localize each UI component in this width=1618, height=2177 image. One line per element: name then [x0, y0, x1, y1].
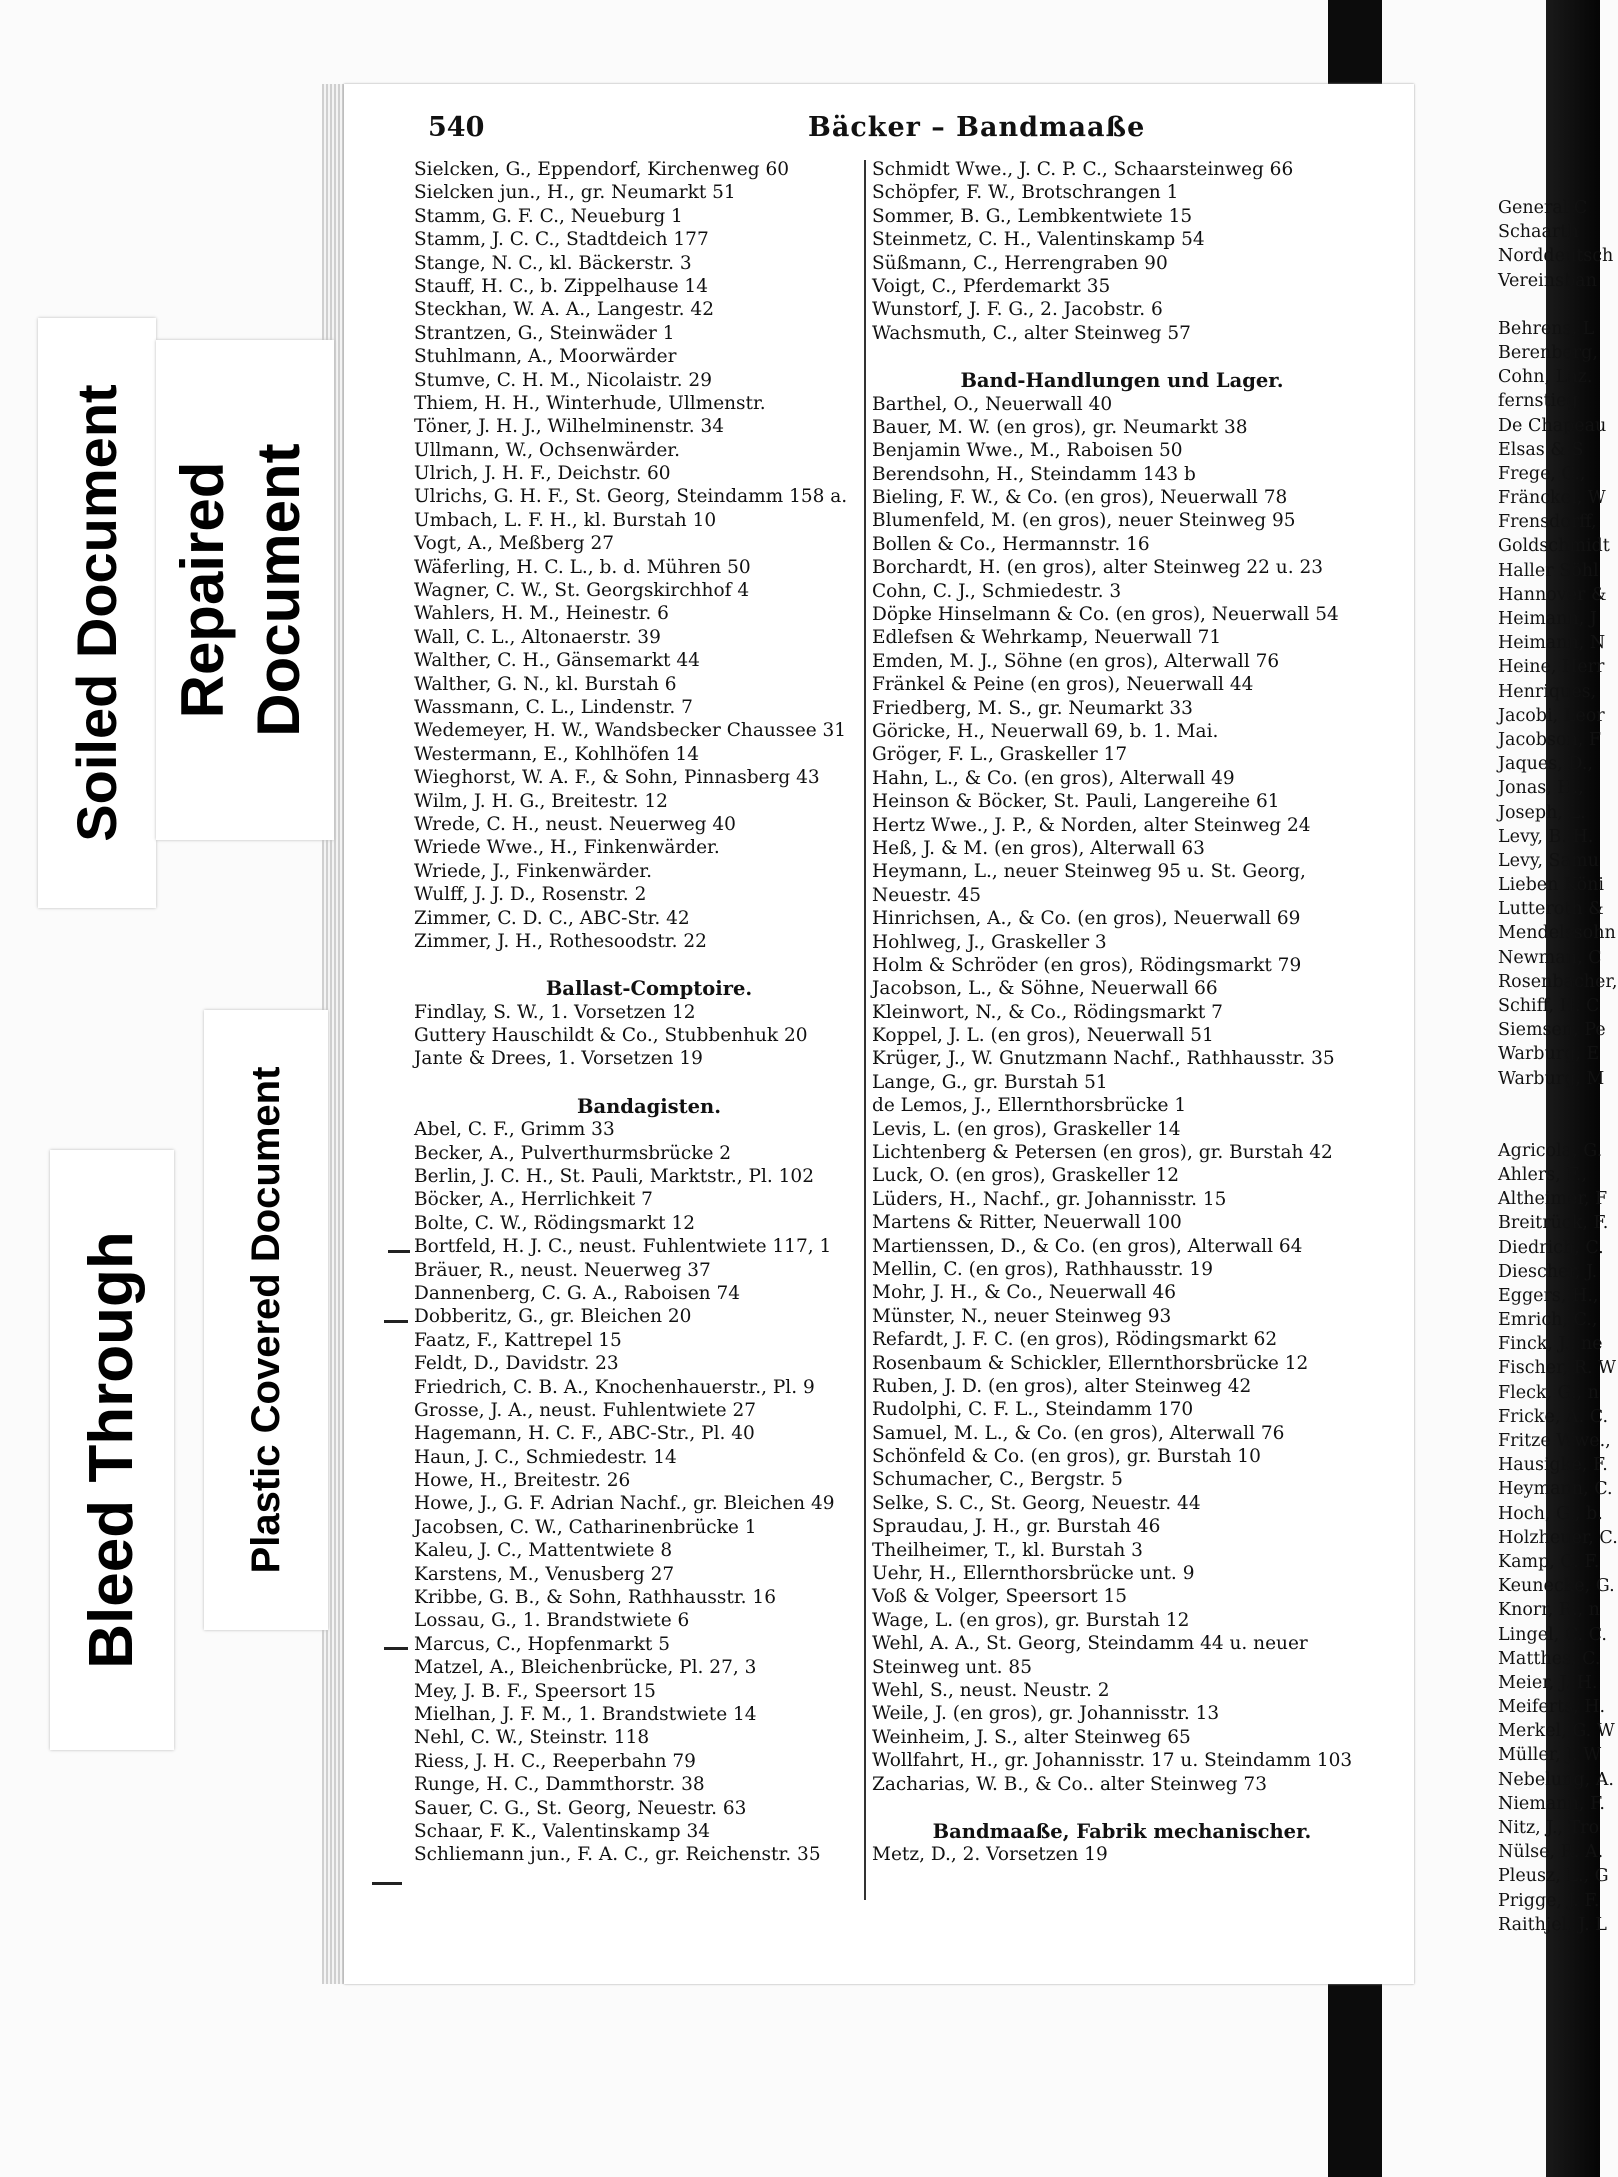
directory-entry: Münster, N., neuer Steinweg 93 [872, 1305, 1172, 1327]
neighbor-entry: Warburg, E [1498, 1044, 1600, 1065]
directory-entry: Böcker, A., Herrlichkeit 7 [414, 1189, 653, 1211]
directory-entry: Jante & Drees, 1. Vorsetzen 19 [414, 1048, 703, 1070]
directory-entry: Zacharias, W. B., & Co.. alter Steinweg 73 [872, 1773, 1267, 1795]
directory-entry: Schönfeld & Co. (en gros), gr. Burstah 10 [872, 1446, 1261, 1468]
directory-entry: Mohr, J. H., & Co., Neuerwall 46 [872, 1282, 1177, 1304]
neighbor-entry: Fricke, A. C. [1498, 1406, 1609, 1427]
directory-entry: Wehl, S., neust. Neustr. 2 [872, 1680, 1110, 1701]
directory-entry: de Lemos, J., Ellernthorsbrücke 1 [872, 1095, 1187, 1117]
directory-entry: Stumve, C. H. M., Nicolaistr. 29 [414, 369, 712, 391]
neighbor-entry: Heimann, N [1498, 633, 1606, 654]
neighbor-entry: Agricola, G. [1498, 1140, 1603, 1161]
directory-entry: Dobberitz, G., gr. Bleichen 20 [414, 1306, 692, 1328]
neighbor-entry: Hoch, G., b. [1498, 1503, 1603, 1524]
directory-entry: Dannenberg, C. G. A., Raboisen 74 [414, 1282, 740, 1304]
directory-entry: Schmidt Wwe., J. C. P. C., Schaarsteinweg 66 [872, 159, 1294, 180]
neighbor-entry: Eggers, H., [1498, 1285, 1599, 1306]
directory-entry: Schliemann jun., F. A. C., gr. Reichenstr. 35 [414, 1844, 821, 1866]
directory-entry: Zimmer, C. D. C., ABC-Str. 42 [414, 907, 690, 929]
neighbor-entry: Hannover & [1498, 584, 1607, 605]
directory-entry: Thiem, H. H., Winterhude, Ullmenstr. [414, 392, 766, 414]
repaired-label [156, 340, 334, 840]
directory-entry: Rudolphi, C. F. L., Steindamm 170 [872, 1399, 1194, 1421]
directory-entry: Sommer, B. G., Lembkentwiete 15 [872, 205, 1193, 227]
directory-entry: Krüger, J., W. Gnutzmann Nachf., Rathhausstr. 35 [872, 1048, 1335, 1070]
directory-entry: Wagner, C. W., St. Georgskirchhof 4 [414, 580, 750, 602]
directory-entry: Kribbe, G. B., & Sohn, Rathhausstr. 16 [414, 1587, 776, 1609]
directory-entry: Abel, C. F., Grimm 33 [414, 1119, 615, 1141]
section-heading: Bandmaaße, Fabrik mechanischer. [932, 1819, 1312, 1843]
neighbor-entry: Ahlers, F., [1498, 1164, 1587, 1185]
neighbor-entry: Schaarth [1498, 222, 1579, 243]
neighbor-entry: Cohn, Laz. [1498, 367, 1593, 388]
plastic-label-text: Plastic Covered Document [244, 1066, 288, 1574]
directory-entry: Nehl, C. W., Steinstr. 118 [414, 1727, 650, 1749]
neighbor-entry: Prigge, J. F. [1498, 1890, 1600, 1911]
directory-entry: Ullmann, W., Ochsenwärder. [414, 439, 681, 461]
neighbor-entry: Warburg, M [1498, 1068, 1605, 1089]
neighbor-entry: Frensdorff, [1498, 512, 1597, 533]
neighbor-entry: Niemann, F. [1498, 1793, 1605, 1814]
margin-mark [372, 1882, 402, 1885]
directory-entry: Benjamin Wwe., M., Raboisen 50 [872, 440, 1183, 462]
neighbor-entry: Behrens, L [1498, 318, 1595, 339]
directory-entry: Mielhan, J. F. M., 1. Brandstwiete 14 [414, 1704, 757, 1725]
neighbor-entry: Jacobi, Leor [1498, 705, 1605, 726]
directory-entry: Friedberg, M. S., gr. Neumarkt 33 [872, 697, 1193, 719]
directory-entry: Blumenfeld, M. (en gros), neuer Steinweg 95 [872, 510, 1296, 532]
neighbor-entry: Heine, Herr [1498, 657, 1605, 678]
page-title: Bäcker – Bandmaaße [808, 112, 1146, 143]
directory-entry: Wriede Wwe., H., Finkenwärder. [414, 837, 720, 859]
directory-entry: Voigt, C., Pferdemarkt 35 [872, 275, 1111, 297]
directory-entry: Jacobson, L., & Söhne, Neuerwall 66 [872, 978, 1218, 1000]
directory-entry: Barthel, O., Neuerwall 40 [872, 393, 1113, 415]
directory-entry: Borchardt, H. (en gros), alter Steinweg 22 u. 23 [872, 557, 1324, 579]
directory-entry: Refardt, J. F. C. (en gros), Rödingsmarkt 62 [872, 1329, 1278, 1351]
directory-entry: Weile, J. (en gros), gr. Johannisstr. 13 [872, 1703, 1220, 1725]
neighbor-entry: Mendelssohn [1498, 923, 1616, 944]
neighbor-entry: Joseph, L. [1498, 802, 1586, 823]
directory-entry: Sauer, C. G., St. Georg, Neuestr. 63 [414, 1797, 747, 1819]
directory-entry: Riess, J. H. C., Reeperbahn 79 [414, 1750, 696, 1772]
directory-entry: Lichtenberg & Petersen (en gros), gr. Burstah 42 [872, 1142, 1333, 1164]
directory-entry: Stange, N. C., kl. Bäckerstr. 3 [414, 252, 692, 274]
directory-entry: Kaleu, J. C., Mattentwiete 8 [414, 1540, 673, 1562]
directory-entry: Howe, H., Breitestr. 26 [414, 1470, 631, 1492]
directory-entry: Zimmer, J. H., Rothesoodstr. 22 [414, 930, 707, 952]
neighbor-entry: Fritze Wwe., [1498, 1431, 1611, 1451]
neighbor-entry: Frege, C., [1498, 463, 1586, 484]
directory-entry: Wachsmuth, C., alter Steinweg 57 [872, 322, 1191, 344]
bleed-label [50, 1150, 174, 1750]
directory-entry: Levis, L. (en gros), Graskeller 14 [872, 1118, 1181, 1140]
neighbor-entry: Lieben Köni [1498, 875, 1604, 896]
directory-entry: Wassmann, C. L., Lindenstr. 7 [414, 696, 693, 718]
plastic-label [204, 1010, 328, 1630]
directory-entry: Wahlers, H. M., Heinestr. 6 [414, 603, 669, 625]
neighbor-entry: Levy, B. H. [1498, 826, 1594, 847]
neighbor-entry: Fleck, G., n [1498, 1382, 1599, 1403]
directory-entry: Bieling, F. W., & Co. (en gros), Neuerwall 78 [872, 487, 1288, 509]
directory-entry: Koppel, J. L. (en gros), Neuerwall 51 [872, 1025, 1214, 1047]
neighbor-entry: Fischer, R. W [1498, 1358, 1617, 1379]
neighbor-entry: Lingel, C. C. [1498, 1624, 1607, 1645]
section-gap [872, 345, 1372, 361]
directory-entry: Wedemeyer, H. W., Wandsbecker Chaussee 31 [414, 720, 847, 742]
neighbor-entry: Jonas, H., [1498, 778, 1584, 799]
neighbor-entry: Holzheuer, C. [1498, 1527, 1618, 1548]
section-gap [1498, 1115, 1600, 1139]
directory-entry: Wehl, A. A., St. Georg, Steindamm 44 u. neuer [872, 1633, 1308, 1655]
directory-entry: Guttery Hauschildt & Co., Stubbenhuk 20 [414, 1025, 808, 1047]
neighbor-entry: Henriques, [1498, 681, 1597, 702]
directory-entry: Schumacher, C., Bergstr. 5 [872, 1469, 1123, 1491]
directory-entry: Lossau, G., 1. Brandstwiete 6 [414, 1610, 690, 1632]
directory-entry: Holm & Schröder (en gros), Rödingsmarkt 79 [872, 954, 1302, 976]
directory-entry: Wieghorst, W. A. F., & Sohn, Pinnasberg 43 [414, 767, 820, 789]
directory-entry: Feldt, D., Davidstr. 23 [414, 1353, 619, 1375]
directory-entry: Bollen & Co., Hermannstr. 16 [872, 533, 1150, 555]
neighbor-entry: Newman, C [1498, 947, 1602, 968]
directory-entry: Neuestr. 45 [872, 884, 982, 906]
directory-entry: Steinmetz, C. H., Valentinskamp 54 [872, 229, 1205, 251]
neighbor-entry: Müller, J. W [1498, 1745, 1602, 1766]
margin-mark [388, 1250, 410, 1253]
directory-entry: Wage, L. (en gros), gr. Burstah 12 [872, 1609, 1190, 1631]
directory-entry: Wäferling, H. C. L., b. d. Mühren 50 [414, 556, 751, 578]
directory-entry: Ulrichs, G. H. F., St. Georg, Steindamm 158 a. [414, 486, 848, 508]
section-heading: Band-Handlungen und Lager. [960, 369, 1284, 393]
directory-entry: Emden, M. J., Söhne (en gros), Alterwall 76 [872, 650, 1280, 672]
neighbor-entry: Raithjel, J. L [1498, 1914, 1607, 1935]
directory-entry: Rosenbaum & Schickler, Ellernthorsbrücke 12 [872, 1352, 1309, 1374]
directory-entry: Faatz, F., Kattrepel 15 [414, 1329, 622, 1351]
directory-entry: Umbach, L. F. H., kl. Burstah 10 [414, 509, 717, 531]
neighbor-entry: De Chapeau [1498, 415, 1607, 436]
directory-entry: Uehr, H., Ellernthorsbrücke unt. 9 [872, 1563, 1195, 1585]
neighbor-entry: Jaques, D., [1498, 754, 1593, 775]
directory-entry: Gröger, F. L., Graskeller 17 [872, 744, 1128, 766]
margin-mark [384, 1647, 408, 1650]
neighbor-entry: Emrich, C., [1498, 1310, 1598, 1331]
directory-entry: Hahn, L., & Co. (en gros), Alterwall 49 [872, 767, 1235, 789]
section-heading: Ballast-Comptoire. [545, 977, 753, 1001]
directory-entry: Luck, O. (en gros), Graskeller 12 [872, 1165, 1179, 1187]
directory-entry: Heß, J. & M. (en gros), Alterwall 63 [872, 837, 1205, 859]
neighbor-entry: Siemsen, Pe [1498, 1020, 1606, 1041]
directory-entry: Wrede, C. H., neust. Neuerweg 40 [414, 813, 736, 835]
directory-entry: Walther, G. N., kl. Burstah 6 [414, 673, 677, 695]
directory-entry: Fränkel & Peine (en gros), Neuerwall 44 [872, 674, 1254, 696]
section-gap [1498, 293, 1600, 317]
page-number: 540 [428, 112, 485, 143]
directory-entry: Schöpfer, F. W., Brotschrangen 1 [872, 182, 1179, 204]
directory-entry: Döpke Hinselmann & Co. (en gros), Neuerwall 54 [872, 604, 1339, 626]
neighbor-entry: Meier, J. H. [1498, 1672, 1598, 1693]
neighbor-entry: Norddeutsch [1498, 246, 1614, 267]
neighbor-entry: Pleusz, L., G [1498, 1866, 1609, 1887]
neighbor-entry: Finck, J., ne [1498, 1334, 1603, 1355]
directory-entry: Hagemann, H. C. F., ABC-Str., Pl. 40 [414, 1423, 755, 1445]
directory-entry: Süßmann, C., Herrengraben 90 [872, 252, 1168, 274]
directory-entry: Theilheimer, T., kl. Burstah 3 [872, 1539, 1143, 1561]
neighbor-page-column [1498, 196, 1618, 1937]
neighbor-entry: Meiferts, H. [1498, 1697, 1606, 1718]
directory-entry: Steckhan, W. A. A., Langestr. 42 [414, 299, 714, 321]
directory-entry: Martens & Ritter, Neuerwall 100 [872, 1212, 1182, 1234]
neighbor-entry: Haller Söhl [1498, 560, 1599, 581]
directory-entry: Haun, J. C., Schmiedestr. 14 [414, 1446, 677, 1468]
neighbor-entry: Rosenbacher, [1498, 971, 1618, 992]
neighbor-entry: Berenberg, [1498, 342, 1598, 363]
directory-entry: Sielcken, G., Eppendorf, Kirchenweg 60 [414, 159, 790, 180]
directory-entry: Göricke, H., Neuerwall 69, b. 1. Mai. [872, 720, 1219, 742]
directory-entry: Friedrich, C. B. A., Knochenhauerstr., Pl. 9 [414, 1376, 815, 1398]
directory-entry: Hinrichsen, A., & Co. (en gros), Neuerwall 69 [872, 908, 1301, 930]
neighbor-entry: Lutteroth & [1498, 899, 1604, 920]
directory-entry: Ulrich, J. H. F., Deichstr. 60 [414, 463, 671, 485]
directory-entry: Bortfeld, H. J. C., neust. Fuhlentwiete 117, 1 [414, 1236, 832, 1258]
neighbor-entry: Nebelung, A. [1498, 1769, 1614, 1790]
directory-entry: Stamm, G. F. C., Neueburg 1 [414, 205, 683, 227]
directory-entry: Metz, D., 2. Vorsetzen 19 [872, 1844, 1108, 1866]
margin-mark [384, 1320, 408, 1323]
directory-entry: Bräuer, R., neust. Neuerweg 37 [414, 1259, 711, 1281]
directory-entry: Karstens, M., Venusberg 27 [414, 1563, 675, 1585]
neighbor-entry: Heimann, J [1498, 609, 1597, 629]
neighbor-entry: Kamp, C. F. [1498, 1551, 1600, 1572]
directory-entry: Steinweg unt. 85 [872, 1656, 1032, 1678]
right-column [872, 158, 1372, 1867]
directory-entry: Mellin, C. (en gros), Rathhausstr. 19 [872, 1258, 1213, 1280]
neighbor-entry: Merkel, G. W [1498, 1721, 1615, 1742]
directory-entry: Matzel, A., Bleichenbrücke, Pl. 27, 3 [414, 1657, 757, 1679]
section-gap [414, 1071, 884, 1087]
directory-entry: Mey, J. B. F., Speersort 15 [414, 1680, 656, 1702]
neighbor-entry: Schiff, H. C [1498, 996, 1600, 1016]
section-heading: Bandagisten. [577, 1094, 721, 1118]
directory-entry: Samuel, M. L., & Co. (en gros), Alterwall 76 [872, 1422, 1285, 1444]
directory-entry: Cohn, C. J., Schmiedestr. 3 [872, 580, 1122, 602]
directory-entry: Martienssen, D., & Co. (en gros), Alterwall 64 [872, 1235, 1303, 1257]
directory-entry: Selke, S. C., St. Georg, Neuestr. 44 [872, 1492, 1201, 1514]
directory-entry: Berendsohn, H., Steindamm 143 b [872, 463, 1196, 485]
neighbor-entry: Nitz, J., Tro [1498, 1818, 1600, 1838]
directory-entry: Stauff, H. C., b. Zippelhause 14 [414, 275, 708, 297]
directory-entry: Marcus, C., Hopfenmarkt 5 [414, 1633, 671, 1655]
directory-entry: Kleinwort, N., & Co., Rödingsmarkt 7 [872, 1001, 1223, 1023]
directory-entry: Wollfahrt, H., gr. Johannisstr. 17 u. Steindamm 103 [872, 1750, 1353, 1772]
neighbor-entry: Altheimer, F [1498, 1189, 1608, 1210]
neighbor-entry: Knorr, R., n [1498, 1600, 1600, 1621]
neighbor-entry: Hausigke, F. [1498, 1455, 1608, 1476]
directory-entry: Westermann, E., Kohlhöfen 14 [414, 743, 699, 765]
directory-entry: Lüders, H., Nachf., gr. Johannisstr. 15 [872, 1188, 1227, 1210]
neighbor-entry: Goldschmidt [1498, 536, 1610, 557]
directory-entry: Wriede, J., Finkenwärder. [414, 860, 652, 882]
neighbor-entry: Diescher, J. [1498, 1261, 1598, 1282]
directory-entry: Jacobsen, C. W., Catharinenbrücke 1 [414, 1516, 757, 1538]
directory-entry: Töner, J. H. J., Wilhelminenstr. 34 [414, 416, 725, 438]
soiled-label-text: Soiled Document [65, 384, 128, 842]
directory-entry: Runge, H. C., Dammthorstr. 38 [414, 1774, 705, 1796]
directory-entry: Wulff, J. J. D., Rosenstr. 2 [414, 884, 647, 906]
section-gap [1498, 1091, 1600, 1115]
directory-entry: Howe, J., G. F. Adrian Nachf., gr. Bleichen 49 [414, 1493, 835, 1515]
directory-entry: Lange, G., gr. Burstah 51 [872, 1071, 1108, 1093]
directory-entry: Berlin, J. C. H., St. Pauli, Marktstr., Pl. 102 [414, 1166, 814, 1188]
neighbor-entry: Keunecke, G. [1498, 1576, 1615, 1597]
directory-entry: Becker, A., Pulverthurmsbrücke 2 [414, 1142, 732, 1164]
directory-entry: Wunstorf, J. F. G., 2. Jacobstr. 6 [872, 299, 1163, 321]
bleed-label-text: Bleed Through [77, 1231, 146, 1669]
neighbor-entry: Nülse, R. A. [1498, 1842, 1604, 1863]
section-gap [872, 1796, 1372, 1812]
neighbor-entry: Jacobson, F [1498, 729, 1602, 750]
directory-entry: Heinson & Böcker, St. Pauli, Langereihe 61 [872, 791, 1280, 813]
neighbor-entry: fernstieg [1498, 391, 1578, 412]
section-gap [414, 953, 884, 969]
directory-entry: Wilm, J. H. G., Breitestr. 12 [414, 790, 668, 812]
soiled-label [38, 318, 156, 908]
neighbor-entry: Matthes, C. [1498, 1648, 1601, 1669]
directory-entry: Spraudau, J. H., gr. Burstah 46 [872, 1516, 1161, 1538]
directory-entry: Heymann, L., neuer Steinweg 95 u. St. Georg, [872, 861, 1306, 883]
neighbor-entry: Diedrich, C. [1498, 1237, 1604, 1258]
directory-entry: Voß & Volger, Speersort 15 [872, 1586, 1128, 1608]
directory-entry: Hohlweg, J., Graskeller 3 [872, 931, 1107, 953]
directory-entry: Bolte, C. W., Rödingsmarkt 12 [414, 1212, 696, 1234]
directory-entry: Stuhlmann, A., Moorwärder [414, 346, 677, 368]
repaired-label-words: Repaired Document [169, 443, 312, 737]
directory-entry: Vogt, A., Meßberg 27 [414, 533, 614, 555]
directory-entry: Findlay, S. W., 1. Vorsetzen 12 [414, 1001, 696, 1023]
neighbor-entry: Heymann, C. [1498, 1479, 1613, 1500]
directory-entry: Sielcken jun., H., gr. Neumarkt 51 [414, 182, 736, 204]
directory-entry: Walther, C. H., Gänsemarkt 44 [414, 650, 700, 672]
neighbor-entry: General C [1498, 198, 1588, 218]
directory-entry: Hertz Wwe., J. P., & Norden, alter Steinweg 24 [872, 814, 1311, 836]
directory-entry: Bauer, M. W. (en gros), gr. Neumarkt 38 [872, 416, 1248, 438]
neighbor-entry: Breitrück, F. [1498, 1213, 1609, 1234]
directory-entry: Wall, C. L., Altonaerstr. 39 [414, 626, 661, 648]
neighbor-entry: Levy, Samu [1498, 850, 1599, 871]
left-column [414, 158, 884, 1867]
directory-entry: Schaar, F. K., Valentinskamp 34 [414, 1820, 711, 1842]
page-header [428, 108, 1378, 146]
directory-entry: Grosse, J. A., neust. Fuhlentwiete 27 [414, 1399, 757, 1421]
directory-entry: Stamm, J. C. C., Stadtdeich 177 [414, 229, 709, 251]
directory-entry: Strantzen, G., Steinwäder 1 [414, 322, 675, 344]
neighbor-entry: Elsas & S [1498, 439, 1584, 460]
repaired-label-text [165, 370, 325, 810]
neighbor-entry: Fränckel, W [1498, 488, 1606, 509]
directory-entry: Ruben, J. D. (en gros), alter Steinweg 42 [872, 1375, 1252, 1397]
directory-entry: Edlefsen & Wehrkamp, Neuerwall 71 [872, 627, 1222, 649]
neighbor-entry: Vereinsban [1498, 270, 1597, 291]
directory-entry: Weinheim, J. S., alter Steinweg 65 [872, 1726, 1191, 1748]
